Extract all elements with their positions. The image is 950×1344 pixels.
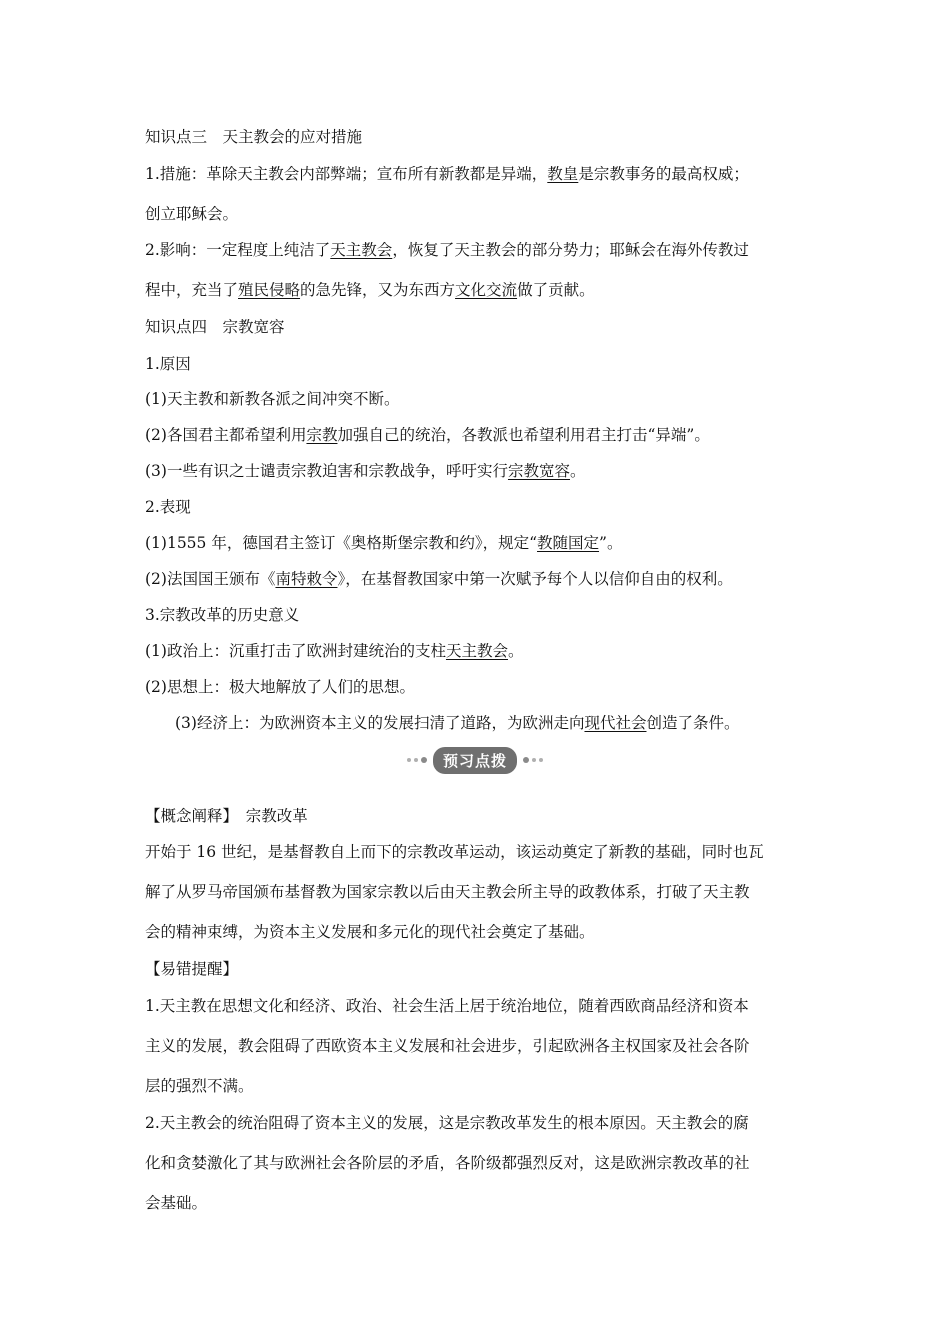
dot bbox=[414, 758, 418, 762]
concept-text-3: 会的精神束缚，为资本主义发展和多元化的现代社会奠定了基础。 bbox=[145, 923, 595, 941]
text: 创造了条件。 bbox=[646, 714, 740, 732]
underlined-answer: 天主教会 bbox=[445, 642, 508, 660]
decor-dots-right bbox=[523, 757, 543, 763]
dot bbox=[421, 757, 427, 763]
underlined-answer: 教随国定 bbox=[537, 534, 600, 552]
text: ，恢复了天主教会的部分势力；耶稣会在海外传教过 bbox=[392, 241, 749, 259]
subheading-reasons: 1.原因 bbox=[145, 355, 191, 373]
text: 是宗教事务的最高权威； bbox=[578, 165, 749, 183]
dot bbox=[532, 758, 536, 762]
mistake-2-line-1: 2.天主教会的统治阻碍了资本主义的发展，这是宗教改革发生的根本原因。天主教会的腐 bbox=[145, 1114, 749, 1132]
underlined-answer: 现代社会 bbox=[584, 714, 647, 732]
underlined-answer: 宗教 bbox=[306, 426, 338, 444]
impact-line-1 bbox=[145, 240, 749, 260]
significance-2: (2)思想上：极大地解放了人们的思想。 bbox=[145, 678, 415, 696]
impact-line-2 bbox=[145, 280, 595, 300]
dot bbox=[407, 758, 411, 762]
significance-1 bbox=[145, 641, 524, 661]
underlined-answer: 教皇 bbox=[547, 165, 579, 183]
text: (2)法国国王颁布《 bbox=[145, 570, 276, 588]
reason-2 bbox=[145, 425, 710, 445]
text: 做了贡献。 bbox=[517, 281, 595, 299]
underlined-answer: 宗教宽容 bbox=[507, 462, 570, 480]
measures-line-1 bbox=[145, 164, 749, 184]
concept-text-1: 开始于 16 世纪，是基督教自上而下的宗教改革运动，该运动奠定了新教的基础，同时也瓦 bbox=[145, 843, 764, 861]
text: (3)经济上：为欧洲资本主义的发展扫清了道路，为欧洲走向 bbox=[175, 714, 585, 732]
text: 》，在基督教国家中第一次赋予每个人以信仰自由的权利。 bbox=[337, 570, 733, 588]
dot bbox=[523, 757, 529, 763]
mistake-1-line-3: 层的强烈不满。 bbox=[145, 1077, 254, 1095]
reason-3 bbox=[145, 461, 586, 481]
section-heading-k4: 知识点四 宗教宽容 bbox=[145, 318, 285, 336]
mistake-2-line-2: 化和贪婪激化了其与欧洲社会各阶层的矛盾，各阶级都强烈反对，这是欧洲宗教改革的社 bbox=[145, 1154, 750, 1172]
subheading-significance: 3.宗教改革的历史意义 bbox=[145, 606, 300, 624]
text: (2)各国君主都希望利用 bbox=[145, 426, 307, 444]
text: 加强自己的统治，各教派也希望利用君主打击“异端”。 bbox=[337, 426, 710, 444]
text: 2.影响：一定程度上纯洁了 bbox=[145, 241, 331, 259]
text: 。 bbox=[569, 462, 586, 480]
reason-1: (1)天主教和新教各派之间冲突不断。 bbox=[145, 390, 400, 408]
text: (3)一些有识之士谴责宗教迫害和宗教战争，呼吁实行 bbox=[145, 462, 508, 480]
mistake-2-line-3: 会基础。 bbox=[145, 1194, 208, 1212]
text: (1)1555 年，德国君主签订《奥格斯堡宗教和约》，规定“ bbox=[145, 534, 538, 552]
text: ”。 bbox=[599, 534, 623, 552]
concept-heading: 【概念阐释】 宗教改革 bbox=[145, 807, 308, 825]
underlined-answer: 殖民侵略 bbox=[238, 281, 301, 299]
text: 程中，充当了 bbox=[145, 281, 239, 299]
dot bbox=[539, 758, 543, 762]
mistake-1-line-2: 主义的发展，教会阻碍了西欧资本主义发展和社会进步，引起欧洲各主权国家及社会各阶 bbox=[145, 1037, 750, 1055]
manifestation-1 bbox=[145, 533, 622, 553]
subheading-manifestation: 2.表现 bbox=[145, 498, 191, 516]
manifestation-2 bbox=[145, 569, 733, 589]
section-badge-row bbox=[0, 746, 950, 774]
underlined-answer: 文化交流 bbox=[455, 281, 518, 299]
significance-3 bbox=[175, 713, 740, 733]
section-badge: 预习点拨 bbox=[433, 747, 517, 774]
concept-text-2: 解了从罗马帝国颁布基督教为国家宗教以后由天主教会所主导的政教体系，打破了天主教 bbox=[145, 883, 750, 901]
text: 的急先锋，又为东西方 bbox=[300, 281, 456, 299]
measures-line-2: 创立耶稣会。 bbox=[145, 205, 239, 223]
section-heading-k3: 知识点三 天主教会的应对措施 bbox=[145, 128, 363, 146]
mistake-1-line-1: 1.天主教在思想文化和经济、政治、社会生活上居于统治地位，随着西欧商品经济和资本 bbox=[145, 997, 749, 1015]
text: (1)政治上：沉重打击了欧洲封建统治的支柱 bbox=[145, 642, 446, 660]
mistake-heading: 【易错提醒】 bbox=[145, 960, 239, 978]
text: 。 bbox=[507, 642, 524, 660]
decor-dots-left bbox=[407, 757, 427, 763]
text: 1.措施：革除天主教会内部弊端；宣布所有新教都是异端， bbox=[145, 165, 548, 183]
underlined-answer: 南特敕令 bbox=[275, 570, 338, 588]
underlined-answer: 天主教会 bbox=[330, 241, 393, 259]
